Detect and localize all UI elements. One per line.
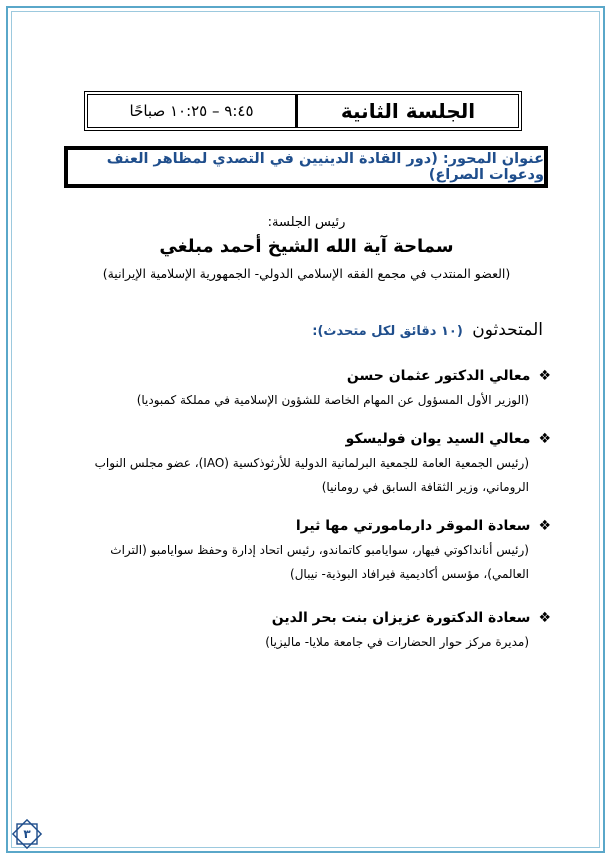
diamond-bullet-icon: ❖ bbox=[538, 518, 551, 534]
diamond-bullet-icon: ❖ bbox=[538, 431, 551, 447]
chair-role: (العضو المنتدب في مجمع الفقه الإسلامي الدولي- الجمهورية الإسلامية الإيرانية) bbox=[102, 266, 511, 281]
speaker-name: سعادة الدكتورة عزيزان بنت بحر الدين bbox=[271, 610, 531, 626]
speaker-name: معالي السيد يوان فوليسكو bbox=[345, 431, 531, 447]
diamond-bullet-icon: ❖ bbox=[538, 610, 551, 626]
speakers-heading-title: المتحدثون bbox=[472, 320, 543, 340]
speaker-name: معالي الدكتور عثمان حسن bbox=[346, 368, 531, 384]
page-number-text: ٣ bbox=[23, 827, 31, 841]
speaker-item bbox=[61, 431, 551, 499]
chair-name: سماحة آية الله الشيخ أحمد مبلغي bbox=[159, 236, 454, 257]
speaker-description: (رئيس أنانداكوتي فيهار، سوايامبو كاتماندو، رئيس اتحاد إدارة وحفظ سوايامبو (التراث العالمي)، مؤسس أكاديمية فيرافاد البوذية- نيبال) bbox=[110, 543, 529, 581]
session-title: الجلسة الثانية bbox=[295, 95, 518, 127]
speakers-heading-note: (١٠ دقائق لكل متحدث): bbox=[312, 324, 463, 339]
speaker-description: (مديرة مركز حوار الحضارات في جامعة ملايا- ماليزيا) bbox=[265, 635, 529, 649]
speaker-item bbox=[61, 610, 551, 654]
speaker-description: (رئيس الجمعية العامة للجمعية البرلمانية الدولية للأرثوذكسية (IAO)، عضو مجلس النواب الروماني، وزير الثقافة السابق في رومانيا) bbox=[94, 456, 529, 494]
page-border-inner bbox=[11, 11, 600, 848]
session-header bbox=[84, 91, 522, 131]
speaker-item bbox=[61, 518, 551, 586]
speaker-description: (الوزير الأول المسؤول عن المهام الخاصة للشؤون الإسلامية في مملكة كمبوديا) bbox=[136, 393, 529, 407]
session-time: ٩:٤٥ – ١٠:٢٥ صباحًا bbox=[129, 102, 254, 120]
speaker-item bbox=[61, 368, 551, 412]
speakers-heading bbox=[312, 320, 543, 340]
speaker-name: سعادة الموقر دارمامورتي مها ثيرا bbox=[295, 518, 531, 534]
topic-text: عنوان المحور: (دور القادة الدينيين في التصدي لمظاهر العنف ودعوات الصراع) bbox=[106, 151, 544, 183]
chair-label: رئيس الجلسة: bbox=[267, 215, 346, 230]
page-number bbox=[10, 817, 44, 851]
topic-box bbox=[64, 146, 548, 188]
diamond-bullet-icon: ❖ bbox=[538, 368, 551, 384]
